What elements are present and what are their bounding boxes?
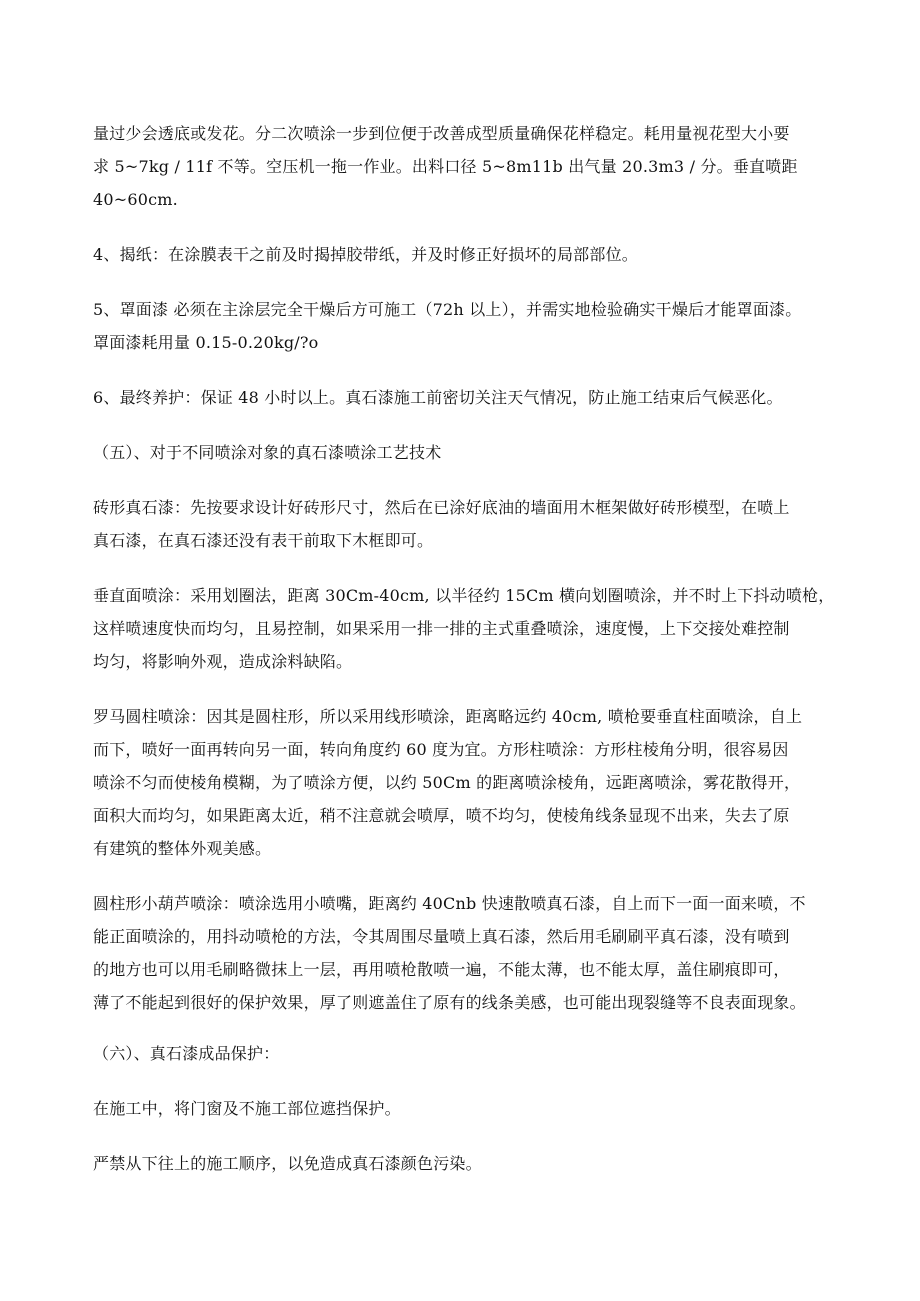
paragraph-protection-2 (93, 1147, 837, 1180)
paragraph-protection-1 (93, 1092, 837, 1125)
text-line: 严禁从下往上的施工顺序，以免造成真石漆颜色污染。 (93, 1154, 482, 1173)
paragraph-column-spray (93, 700, 837, 865)
text-line: 能正面喷涂的，用抖动喷枪的方法，令其周围尽量喷上真石漆，然后用毛刷刷平真石漆，没有喷到 (93, 927, 790, 946)
spacer (93, 414, 837, 436)
text-line: 面积大而均匀，如果距离太近，稍不注意就会喷厚，喷不均匀，使棱角线条显现不出来，失去了原 (93, 806, 790, 825)
text-line: 薄了不能起到很好的保护效果，厚了则遮盖住了原有的线条美感，也可能出现裂缝等不良表面现象。 (93, 993, 806, 1012)
text-line: 4、揭纸：在涂膜表干之前及时揭掉胶带纸，并及时修正好损坏的局部部位。 (93, 245, 638, 264)
paragraph-spray-quantity (93, 117, 837, 216)
text-line: 40~60cm. (93, 190, 178, 209)
text-line: 喷涂不匀而使棱角模糊，为了喷涂方便，以约 50Cm 的距离喷涂棱角，远距离喷涂，雾花散得开， (93, 773, 801, 792)
spacer (93, 216, 837, 238)
spacer (93, 678, 837, 700)
spacer (93, 557, 837, 579)
spacer (93, 1070, 837, 1092)
spacer (93, 1019, 837, 1037)
text-line: （五）、对于不同喷涂对象的真石漆喷涂工艺技术 (93, 443, 442, 462)
text-line: 求 5~7kg / 11f 不等。空压机一拖一作业。出料口径 5~8m11b 出气量 20.3m3 / 分。垂直喷距 (93, 157, 798, 176)
paragraph-gourd-spray (93, 887, 837, 1019)
text-line: 罩面漆耗用量 0.15-0.20kg/?o (93, 333, 319, 352)
text-line: 垂直面喷涂：采用划圈法，距离 30Cm-40cm, 以半径约 15Cm 横向划圈喷涂，并不时上下抖动喷枪， (93, 586, 835, 605)
spacer (93, 469, 837, 491)
text-line: （六）、真石漆成品保护： (93, 1044, 280, 1063)
text-line: 在施工中，将门窗及不施工部位遮挡保护。 (93, 1099, 401, 1118)
paragraph-vertical-spray (93, 579, 837, 678)
paragraph-step-5 (93, 293, 837, 359)
spacer (93, 359, 837, 381)
section-heading-5 (93, 436, 837, 469)
spacer (93, 865, 837, 887)
section-heading-6 (93, 1037, 837, 1070)
text-line: 而下，喷好一面再转向另一面，转向角度约 60 度为宜。方形柱喷涂：方形柱棱角分明，很容易因 (93, 740, 789, 759)
text-line: 5、罩面漆 必须在主涂层完全干燥后方可施工（72h 以上），并需实地检验确实干燥后才能罩面漆。 (93, 300, 802, 319)
text-line: 6、最终养护：保证 48 小时以上。真石漆施工前密切关注天气情况，防止施工结束后气候恶化。 (93, 388, 783, 407)
text-line: 的地方也可以用毛刷略微抹上一层，再用喷枪散喷一遍，不能太薄，也不能太厚，盖住刷痕即可， (93, 960, 790, 979)
spacer (93, 271, 837, 293)
text-line: 砖形真石漆：先按要求设计好砖形尺寸，然后在已涂好底油的墙面用木框架做好砖形模型，在喷上 (93, 498, 790, 517)
text-line: 有建筑的整体外观美感。 (93, 839, 272, 858)
text-line: 量过少会透底或发花。分二次喷涂一步到位便于改善成型质量确保花样稳定。耗用量视花型大小要 (93, 124, 790, 143)
spacer (93, 1125, 837, 1147)
paragraph-brick-pattern (93, 491, 837, 557)
paragraph-step-6 (93, 381, 837, 414)
paragraph-step-4 (93, 238, 837, 271)
text-line: 罗马圆柱喷涂：因其是圆柱形，所以采用线形喷涂，距离略远约 40cm, 喷枪要垂直柱面喷涂，自上 (93, 707, 803, 726)
text-line: 这样喷速度快而均匀，且易控制，如果采用一排一排的主式重叠喷涂，速度慢，上下交接处难控制 (93, 619, 790, 638)
text-line: 圆柱形小葫芦喷涂：喷涂选用小喷嘴，距离约 40Cnb 快速散喷真石漆，自上而下一面一面来喷，不 (93, 894, 806, 913)
document-body (93, 117, 837, 1180)
text-line: 真石漆，在真石漆还没有表干前取下木框即可。 (93, 531, 434, 550)
text-line: 均匀，将影响外观，造成涂料缺陷。 (93, 652, 353, 671)
